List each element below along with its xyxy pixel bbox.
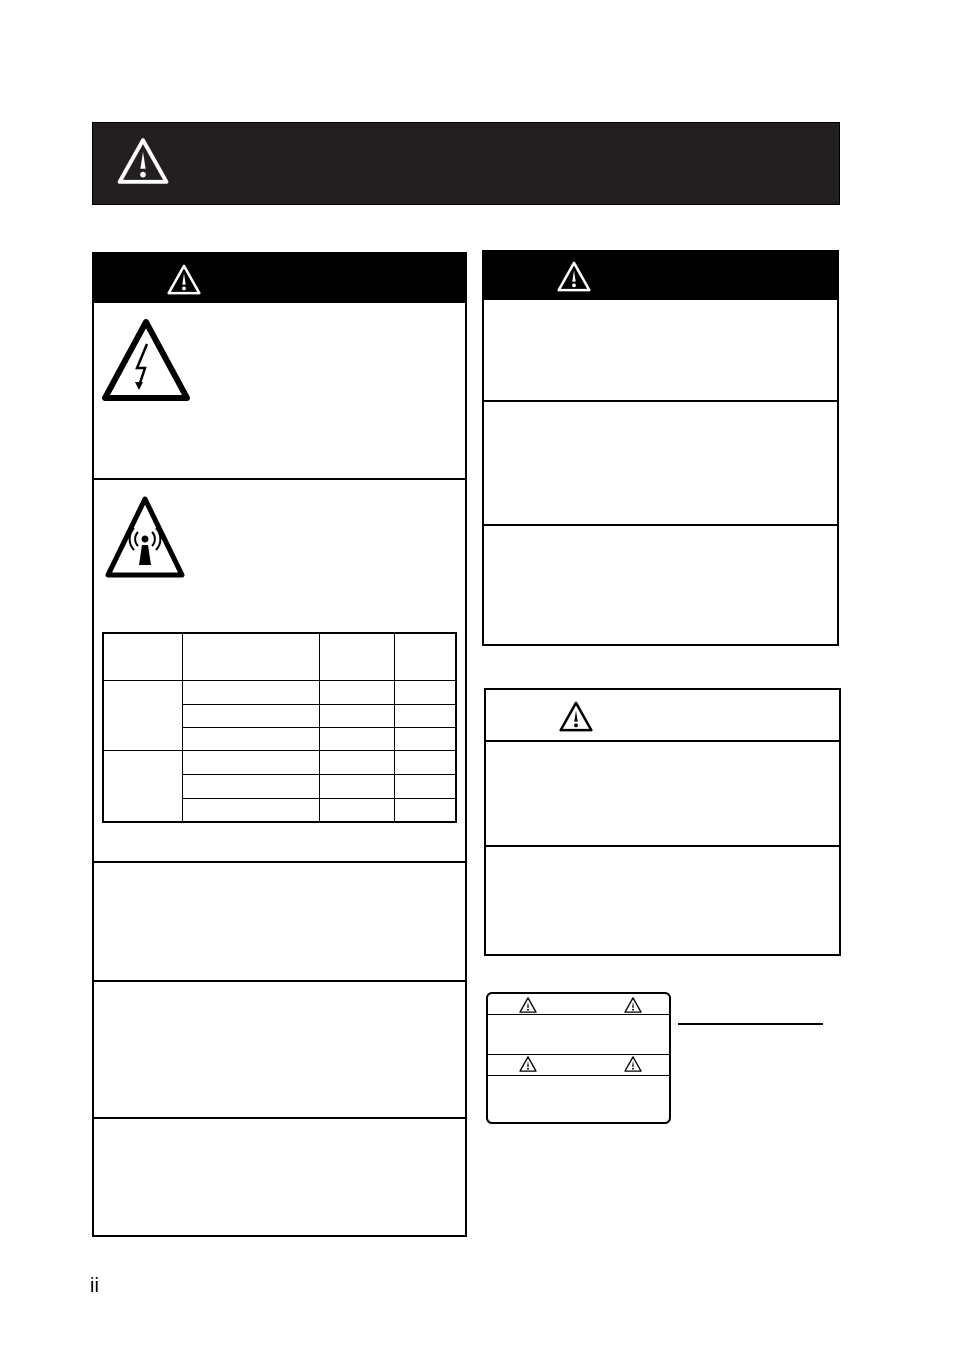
rf-exposure-table bbox=[102, 632, 457, 823]
table-cell bbox=[320, 680, 395, 704]
radio-wave-hazard-icon bbox=[104, 495, 186, 579]
table-cell bbox=[320, 750, 395, 774]
table-cell bbox=[395, 680, 457, 704]
table-cell bbox=[320, 798, 395, 822]
table-cell bbox=[320, 727, 395, 750]
divider bbox=[94, 980, 465, 982]
warning-triangle-icon bbox=[519, 1056, 537, 1072]
left-warning-box bbox=[92, 252, 467, 1237]
table-cell bbox=[395, 727, 457, 750]
electric-shock-icon bbox=[101, 318, 191, 402]
safety-banner bbox=[92, 122, 840, 205]
table-cell bbox=[395, 774, 457, 798]
warning-label-illustration bbox=[486, 992, 671, 1124]
right-caution-box bbox=[484, 688, 841, 956]
table-cell bbox=[183, 774, 320, 798]
table-header bbox=[103, 633, 183, 680]
table-row bbox=[103, 680, 456, 704]
left-warning-header bbox=[94, 254, 465, 303]
table-cell bbox=[183, 798, 320, 822]
table-cell bbox=[395, 704, 457, 727]
divider bbox=[94, 1117, 465, 1119]
table-cell bbox=[320, 704, 395, 727]
right-warning-box bbox=[482, 250, 839, 646]
table-cell bbox=[395, 750, 457, 774]
divider bbox=[488, 1014, 669, 1015]
divider bbox=[488, 1054, 669, 1055]
table-row bbox=[103, 750, 456, 774]
warning-triangle-icon bbox=[167, 264, 201, 295]
table-cell bbox=[103, 680, 183, 750]
warning-triangle-icon bbox=[557, 261, 591, 292]
warning-triangle-icon bbox=[624, 997, 642, 1013]
divider bbox=[484, 400, 837, 402]
table-cell bbox=[183, 727, 320, 750]
table-header bbox=[183, 633, 320, 680]
table-header bbox=[320, 633, 395, 680]
table-header bbox=[395, 633, 457, 680]
warning-triangle-icon bbox=[519, 997, 537, 1013]
divider bbox=[94, 861, 465, 863]
divider bbox=[484, 524, 837, 526]
table-cell bbox=[103, 750, 183, 822]
divider bbox=[94, 478, 465, 480]
divider bbox=[486, 845, 839, 847]
table-cell bbox=[395, 798, 457, 822]
table-cell bbox=[183, 750, 320, 774]
divider bbox=[488, 1075, 669, 1076]
label-caption-underline bbox=[678, 1023, 823, 1025]
table-cell bbox=[183, 680, 320, 704]
warning-triangle-icon bbox=[624, 1056, 642, 1072]
right-caution-header bbox=[486, 690, 839, 742]
right-warning-header bbox=[484, 252, 837, 300]
table-cell bbox=[320, 774, 395, 798]
page-number: ii bbox=[90, 1275, 99, 1297]
warning-triangle-icon bbox=[559, 701, 593, 732]
table-cell bbox=[183, 704, 320, 727]
warning-triangle-icon bbox=[117, 137, 169, 185]
